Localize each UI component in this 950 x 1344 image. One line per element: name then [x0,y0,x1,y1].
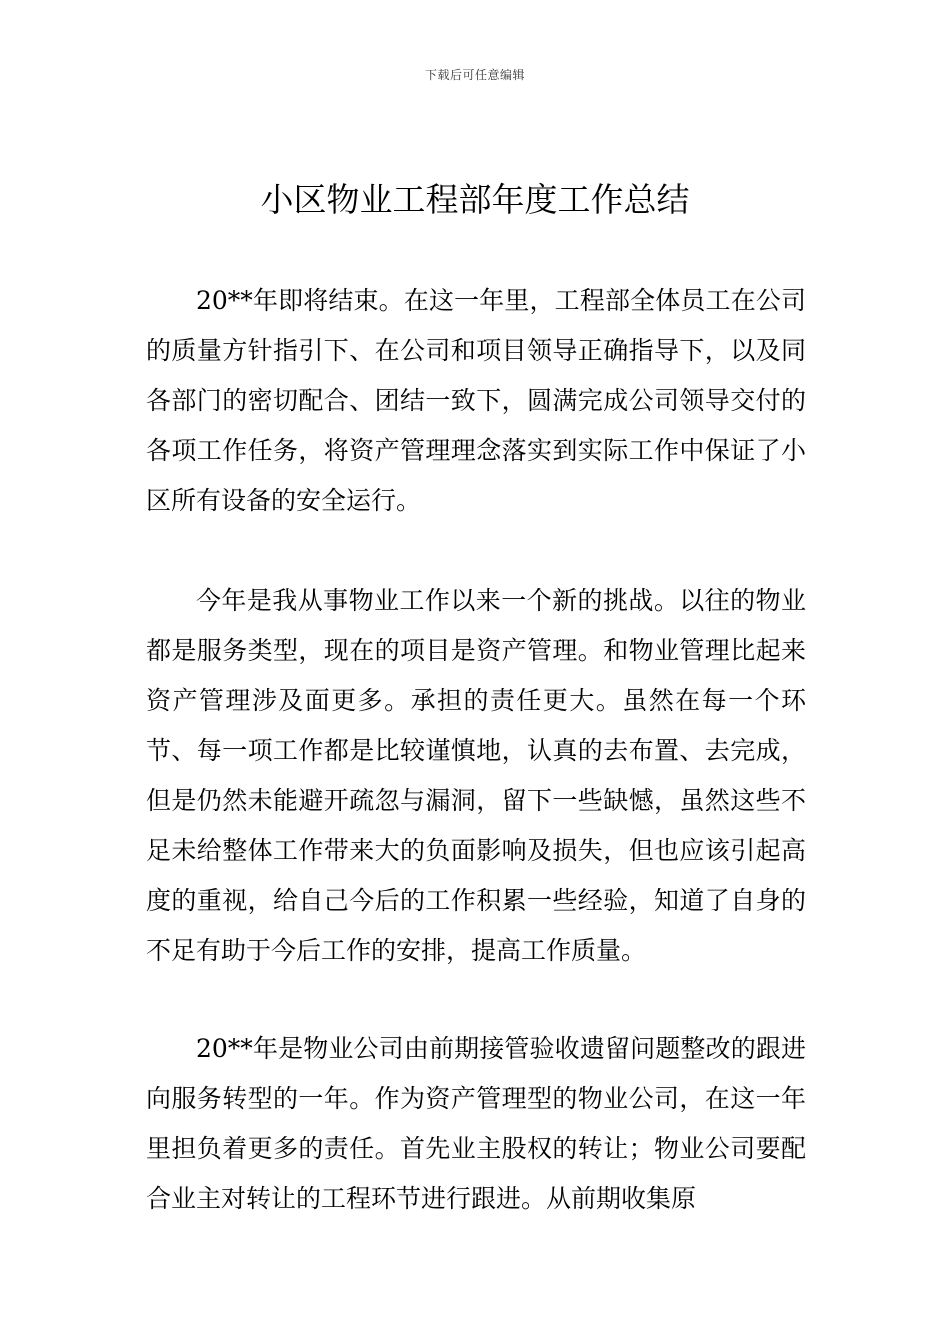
document-title: 小区物业工程部年度工作总结 [260,180,690,219]
header-note: 下载后可任意编辑 [424,68,525,82]
paragraph: 20**年是物业公司由前期接管验收遗留问题整改的跟进向服务转型的一年。作为资产管理型的物业公司，在这一年里担负着更多的责任。首先业主股权的转让；物业公司要配合业主对转让的工程环节进行跟进。从前期收集原 [146,1034,806,1213]
paragraph: 今年是我从事物业工作以来一个新的挑战。以往的物业都是服务类型，现在的项目是资产管理。和物业管理比起来资产管理涉及面更多。承担的责任更大。虽然在每一个环节、每一项工作都是比较谨慎地，认真的去布置、去完成，但是仍然未能避开疏忽与漏洞，留下一些缺憾，虽然这些不足未给整体工作带来大的负面影响及损失，但也应该引起高度的重视，给自己今后的工作积累一些经验，知道了自身的不足有助于今后工作的安排，提高工作质量。 [146,586,806,965]
paragraph: 20**年即将结束。在这一年里，工程部全体员工在公司的质量方针指引下、在公司和项目领导正确指导下，以及同各部门的密切配合、团结一致下，圆满完成公司领导交付的各项工作任务，将资产管理理念落实到实际工作中保证了小区所有设备的安全运行。 [146,286,806,515]
paragraph-2-block [146,576,806,976]
paragraph-3-block [146,1024,806,1224]
paragraph-1-block [146,276,806,526]
